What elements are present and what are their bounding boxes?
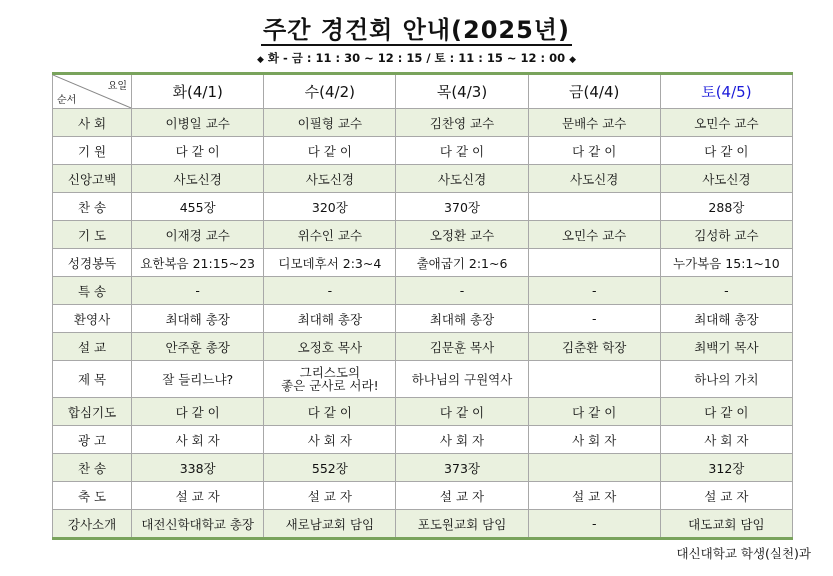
table-cell: 오정환 교수 xyxy=(396,221,528,249)
table-row xyxy=(53,305,793,333)
table-cell: 대도교회 담임 xyxy=(660,510,792,539)
table-cell: 새로남교회 담임 xyxy=(264,510,396,539)
table-cell: 포도원교회 담임 xyxy=(396,510,528,539)
footer-department: 대신대학교 학생(실천)과 xyxy=(676,546,811,561)
table-cell: 이필형 교수 xyxy=(264,109,396,137)
table-cell: 다 같 이 xyxy=(660,398,792,426)
table-cell: 사 회 자 xyxy=(660,426,792,454)
table-cell: 잘 들리느냐? xyxy=(132,361,264,398)
table-cell: 설 교 자 xyxy=(528,482,660,510)
table-cell: 설 교 자 xyxy=(396,482,528,510)
table-cell: 다 같 이 xyxy=(132,398,264,426)
table-cell: 사도신경 xyxy=(528,165,660,193)
row-label: 성경봉독 xyxy=(53,249,132,277)
table-cell: 370장 xyxy=(396,193,528,221)
table-cell: 김찬영 교수 xyxy=(396,109,528,137)
page-title-text: 주간 경건회 안내(2025년) xyxy=(263,16,570,44)
table-cell: 위수인 교수 xyxy=(264,221,396,249)
diamond-left-icon: ◆ xyxy=(256,55,264,65)
table-cell: 사도신경 xyxy=(660,165,792,193)
row-label: 광 고 xyxy=(53,426,132,454)
diamond-right-icon: ◆ xyxy=(569,55,577,65)
table-cell: 이재경 교수 xyxy=(132,221,264,249)
table-cell: 사도신경 xyxy=(264,165,396,193)
table-cell: 373장 xyxy=(396,454,528,482)
table-cell: 552장 xyxy=(264,454,396,482)
table-cell: 오정호 목사 xyxy=(264,333,396,361)
row-label: 신앙고백 xyxy=(53,165,132,193)
table-row xyxy=(53,398,793,426)
row-label: 특 송 xyxy=(53,277,132,305)
table-cell: - xyxy=(396,277,528,305)
table-cell: 다 같 이 xyxy=(396,137,528,165)
table-cell: 다 같 이 xyxy=(132,137,264,165)
table-cell: 다 같 이 xyxy=(264,137,396,165)
corner-order-label: 순서 xyxy=(57,95,77,106)
table-cell: 사 회 자 xyxy=(396,426,528,454)
table-row xyxy=(53,454,793,482)
table-row xyxy=(53,165,793,193)
table-cell: 다 같 이 xyxy=(528,137,660,165)
row-label: 축 도 xyxy=(53,482,132,510)
table-cell: 설 교 자 xyxy=(264,482,396,510)
row-label: 사 회 xyxy=(53,109,132,137)
table-cell: 338장 xyxy=(132,454,264,482)
table-cell: 다 같 이 xyxy=(264,398,396,426)
day-header: 수(4/2) xyxy=(264,74,396,109)
table-row xyxy=(53,109,793,137)
table-cell: 최대해 총장 xyxy=(660,305,792,333)
table-cell: 455장 xyxy=(132,193,264,221)
table-cell xyxy=(528,361,660,398)
table-cell: 최대해 총장 xyxy=(264,305,396,333)
table-cell: 다 같 이 xyxy=(528,398,660,426)
header-row xyxy=(53,74,793,109)
table-row xyxy=(53,482,793,510)
table-cell: 문배수 교수 xyxy=(528,109,660,137)
table-row xyxy=(53,137,793,165)
row-label: 합심기도 xyxy=(53,398,132,426)
table-cell: 다 같 이 xyxy=(660,137,792,165)
table-cell: 288장 xyxy=(660,193,792,221)
table-cell: 그리스도의 좋은 군사로 서라! xyxy=(264,361,396,398)
row-label: 기 원 xyxy=(53,137,132,165)
table-cell: 오민수 교수 xyxy=(660,109,792,137)
table-cell: 안주훈 총장 xyxy=(132,333,264,361)
table-cell: - xyxy=(660,277,792,305)
table-cell: 이병일 교수 xyxy=(132,109,264,137)
table-cell: 설 교 자 xyxy=(660,482,792,510)
table-cell xyxy=(528,249,660,277)
table-row xyxy=(53,277,793,305)
table-row xyxy=(53,426,793,454)
table-cell: 320장 xyxy=(264,193,396,221)
row-label: 설 교 xyxy=(53,333,132,361)
table-cell: - xyxy=(528,305,660,333)
table-cell: - xyxy=(132,277,264,305)
schedule-line xyxy=(0,50,833,66)
table-cell: 김성하 교수 xyxy=(660,221,792,249)
page-title xyxy=(0,10,833,45)
table-cell: - xyxy=(528,510,660,539)
day-header: 화(4/1) xyxy=(132,74,264,109)
table-row xyxy=(53,221,793,249)
table-cell: 사도신경 xyxy=(396,165,528,193)
corner-cell xyxy=(53,74,132,109)
table-cell: 최대해 총장 xyxy=(132,305,264,333)
table-cell: 오민수 교수 xyxy=(528,221,660,249)
corner-day-label: 요일 xyxy=(107,81,128,92)
table-cell: 김춘환 학장 xyxy=(528,333,660,361)
schedule-table xyxy=(52,72,793,540)
table-cell: 하나님의 구원역사 xyxy=(396,361,528,398)
table-cell: 최대해 총장 xyxy=(396,305,528,333)
table-cell: 312장 xyxy=(660,454,792,482)
day-header: 금(4/4) xyxy=(528,74,660,109)
table-cell: 사 회 자 xyxy=(132,426,264,454)
table-cell: 김문훈 목사 xyxy=(396,333,528,361)
table-cell: 다 같 이 xyxy=(396,398,528,426)
table-cell: 하나의 가치 xyxy=(660,361,792,398)
schedule-text: 화 - 금 : 11 : 30 ~ 12 : 15 / 토 : 11 : 15 ~ 12 : 00 xyxy=(267,51,566,65)
table-cell: 최백기 목사 xyxy=(660,333,792,361)
table-row xyxy=(53,333,793,361)
table-cell: 사 회 자 xyxy=(528,426,660,454)
row-label: 찬 송 xyxy=(53,454,132,482)
row-label: 환영사 xyxy=(53,305,132,333)
table-cell: 출애굽기 2:1~6 xyxy=(396,249,528,277)
table-cell xyxy=(528,454,660,482)
table-cell: - xyxy=(264,277,396,305)
table-cell: 누가복음 15:1~10 xyxy=(660,249,792,277)
row-label: 강사소개 xyxy=(53,510,132,539)
table-cell: 대전신학대학교 총장 xyxy=(132,510,264,539)
row-label: 기 도 xyxy=(53,221,132,249)
row-label: 찬 송 xyxy=(53,193,132,221)
row-label: 제 목 xyxy=(53,361,132,398)
table-row xyxy=(53,193,793,221)
table-cell: 설 교 자 xyxy=(132,482,264,510)
table-cell: - xyxy=(528,277,660,305)
day-header-saturday: 토(4/5) xyxy=(660,74,792,109)
table-row xyxy=(53,510,793,539)
table-cell: 디모데후서 2:3~4 xyxy=(264,249,396,277)
day-header: 목(4/3) xyxy=(396,74,528,109)
table-row xyxy=(53,249,793,277)
table-cell: 사 회 자 xyxy=(264,426,396,454)
table-cell: 요한복음 21:15~23 xyxy=(132,249,264,277)
table-cell: 사도신경 xyxy=(132,165,264,193)
table-row xyxy=(53,361,793,398)
table-cell xyxy=(528,193,660,221)
